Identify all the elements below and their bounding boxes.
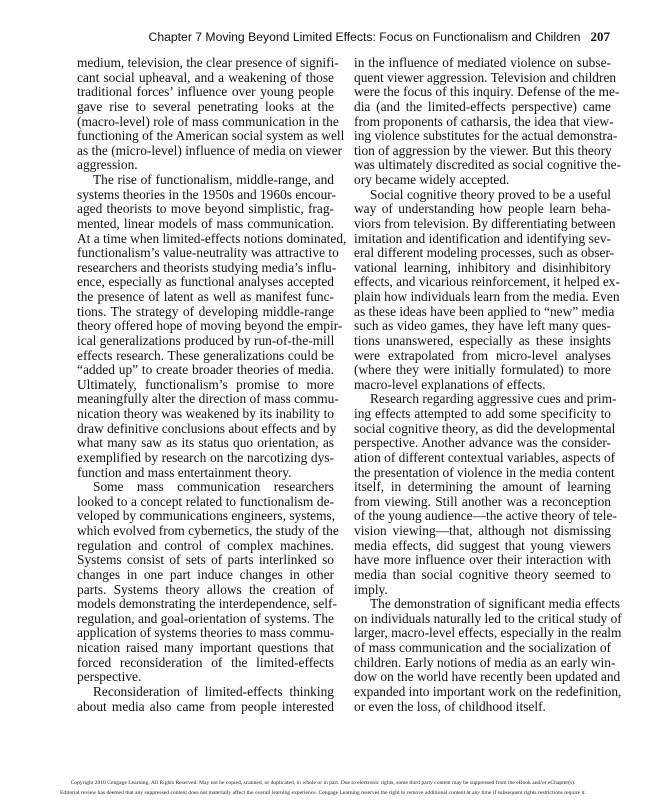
text-line: systems theories in the 1950s and 1960s encour-: [77, 186, 336, 202]
text-line: veloped by communications engineers, systems,: [77, 508, 336, 524]
text-line: theory offered hope of moving beyond the empir-: [77, 318, 343, 334]
paragraph: [77, 172, 347, 480]
running-header: [149, 29, 610, 45]
text-line: media effects, did suggest that young viewers: [354, 537, 611, 553]
text-line: as these ideas have been applied to “new” media: [354, 303, 615, 319]
text-line: expanded into important work on the redefinition,: [354, 683, 622, 699]
text-line: imply.: [354, 581, 388, 597]
text-line: functionalism’s value-neutrality was attractive to: [77, 245, 339, 261]
text-line: meaningfully alter the direction of mass commu-: [77, 391, 339, 407]
text-line: draw definitive conclusions about effects and by: [77, 420, 337, 436]
text-line: about media also came from people interested: [77, 698, 334, 714]
text-line: media than social cognitive theory seemed to: [354, 566, 611, 582]
paragraph: [77, 479, 339, 685]
text-line: tions unanswered, especially as these insights: [354, 332, 611, 348]
paragraph: [354, 391, 617, 597]
left-column: [77, 55, 347, 714]
text-line: models demonstrating the interdependence, self-: [77, 596, 337, 612]
text-line: parts. Systems theory allows the creation of: [77, 581, 334, 597]
copyright-notice: Copyright 2010 Cengage Learning. All Rights Reserved. May not be copied, scanned, or duplicated, in whole or in part. Due to electronic rights, some third party content may be suppressed from the eBook and/or eChapter(s).: [70, 780, 576, 786]
text-line: from viewing. Still another was a reconception: [354, 493, 611, 509]
text-line: ation of different contextual variables, aspects of: [354, 449, 616, 465]
text-line: vational learning, inhibitory and disinhibitory: [354, 259, 611, 275]
text-line: way of understanding how people learn beha-: [354, 201, 611, 217]
text-line: what many saw as its status quo orientation, as: [77, 435, 334, 451]
text-line: “added up” to create broader theories of media.: [77, 362, 334, 378]
text-line: Systems consist of sets of parts interlinked so: [77, 552, 334, 568]
text-line: nication raised many important questions that: [77, 640, 334, 655]
text-line: dia (and the limited-effects perspective) came: [354, 98, 611, 114]
text-line: regulation, and goal-orientation of systems. The: [77, 610, 334, 626]
text-line: tion of aggression by the viewer. But this theory: [354, 142, 612, 158]
text-line: imitation and identification and identifying sev-: [354, 230, 611, 246]
text-line: ical generalizations produced by run-of-the-mill: [77, 332, 335, 348]
text-line: researchers and theorists studying media’s influ-: [77, 259, 337, 275]
text-line: (macro-level) role of mass communication in the: [77, 113, 339, 129]
paragraph: [354, 186, 620, 393]
text-line: (where they were initially formulated) to more: [354, 362, 611, 378]
text-line: dow on the world have recently been updated and: [354, 669, 621, 685]
text-line: ory became widely accepted.: [354, 172, 510, 187]
text-line: The rise of functionalism, middle-range, and: [93, 172, 334, 187]
text-line: nication theory was weakened by its inability to: [77, 406, 334, 421]
paragraph: [77, 685, 334, 714]
text-line: the presence of latent as well as manifest func-: [77, 289, 334, 304]
page-number: 207: [590, 29, 610, 44]
text-line: Ultimately, functionalism’s promise to more: [77, 376, 334, 392]
editorial-notice: Editorial review has deemed that any suppressed content does not materially affect the overall learning experience. Cengage Learning reserves the right to remove additional content at any time if subsequent rights restrictions require it.: [60, 790, 586, 796]
text-line: changes in one part induce changes in other: [77, 566, 334, 582]
text-line: cant social upheaval, and a weakening of those: [77, 69, 334, 85]
text-line: of mass communication and the socialization of: [354, 640, 611, 655]
text-line: social cognitive theory, as did the developmental: [354, 420, 616, 436]
text-line: of the young audience—the active theory of tele-: [354, 508, 617, 524]
text-line: quent viewer aggression. Television and children: [354, 69, 617, 85]
text-line: ing effects attempted to add some specificity to: [354, 406, 611, 421]
text-line: on individuals naturally led to the critical study of: [354, 610, 622, 626]
text-line: traditional forces’ influence over young people: [77, 84, 334, 100]
right-column: [354, 55, 622, 714]
text-line: forced reconsideration of the limited-effects: [77, 654, 334, 670]
text-line: tions. The strategy of developing middle-range: [77, 303, 334, 319]
text-line: which evolved from cybernetics, the study of the: [77, 523, 339, 538]
text-line: or even the loss, of childhood itself.: [354, 698, 546, 714]
text-line: Research regarding aggressive cues and prim-: [370, 391, 617, 407]
text-line: was ultimately discredited as social cognitive the-: [354, 157, 621, 173]
text-line: Reconsideration of limited-effects thinking: [93, 683, 334, 699]
text-line: The demonstration of significant media effects: [370, 596, 621, 612]
text-line: have more influence over their interaction with: [354, 552, 611, 568]
text-line: At a time when limited-effects notions dominated,: [77, 230, 347, 246]
text-line: Social cognitive theory proved to be a useful: [370, 186, 611, 202]
text-line: application of systems theories to mass commu-: [77, 625, 335, 641]
text-line: mented, linear models of mass communication.: [77, 215, 334, 231]
text-line: the presentation of violence in the media content: [354, 464, 615, 480]
text-line: were the focus of this inquiry. Defense of the me-: [354, 84, 620, 100]
text-line: itself, in determining the amount of learning: [354, 479, 611, 495]
text-line: effects research. These generalizations could be: [77, 347, 334, 363]
text-line: such as video games, they have left many ques-: [354, 318, 611, 334]
text-line: function and mass entertainment theory.: [77, 464, 292, 480]
text-line: children. Early notions of media as an early win-: [354, 654, 616, 670]
running-title: Chapter 7 Moving Beyond Limited Effects: Focus on Functionalism and Children: [148, 30, 581, 44]
text-line: vision viewing—that, although not dismissing: [354, 523, 611, 538]
paragraph: [77, 55, 345, 173]
text-line: viors from television. By differentiating between: [354, 215, 616, 231]
text-line: functioning of the American social system as well: [77, 128, 345, 144]
paragraph: [354, 55, 621, 188]
text-line: medium, television, the clear presence of signifi-: [77, 55, 339, 70]
text-line: ing violence substitutes for the actual demonstra-: [354, 128, 618, 144]
text-line: gave rise to several penetrating looks at the: [77, 98, 334, 114]
text-line: aggression.: [77, 157, 138, 173]
text-line: from proponents of catharsis, the idea that view-: [354, 113, 614, 129]
text-line: macro-level explanations of effects.: [354, 376, 546, 392]
text-line: exemplified by research on the narcotizing dys-: [77, 449, 334, 465]
text-line: in the influence of mediated violence on subse-: [354, 55, 611, 70]
text-line: plain how individuals learn from the media. Even: [354, 289, 620, 304]
paragraph: [354, 596, 622, 714]
text-line: perspective. Another advance was the consider-: [354, 435, 611, 451]
text-line: were extrapolated from micro-level analyses: [354, 347, 611, 363]
text-line: perspective.: [77, 669, 142, 685]
text-line: regulation and control of complex machines.: [77, 537, 334, 553]
text-line: as the (micro-level) influence of media on viewer: [77, 142, 343, 158]
text-line: aged theorists to move beyond simplistic, frag-: [77, 201, 334, 217]
text-line: looked to a concept related to functionalism de-: [77, 493, 334, 509]
text-line: eral different modeling processes, such as obser-: [354, 245, 615, 261]
text-line: ence, especially as functional analyses accepted: [77, 274, 334, 290]
text-line: Some mass communication researchers: [93, 479, 334, 495]
text-line: larger, macro-level effects, especially in the realm: [354, 625, 622, 641]
text-line: effects, and vicarious reinforcement, it helped ex-: [354, 274, 620, 290]
